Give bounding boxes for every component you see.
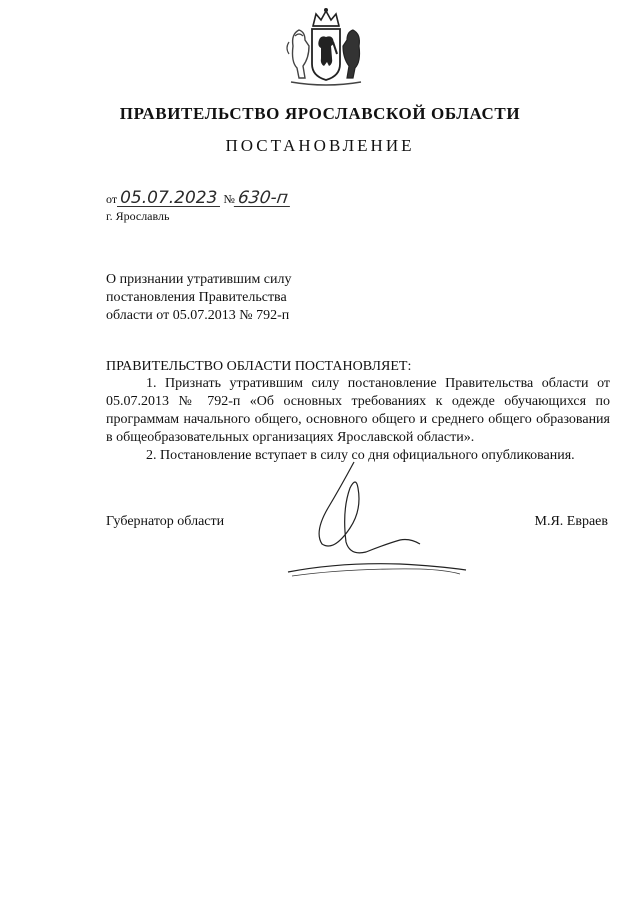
document-body: [106, 375, 610, 465]
document-type: ПОСТАНОВЛЕНИЕ: [225, 136, 415, 155]
paragraph: 2. Постановление вступает в силу со дня официального опубликования.: [146, 448, 575, 463]
paragraph: 1. Признать утратившим силу постановление Правительства области от 05.07.2013 № 792-п «Об основных требованиях к одежде обучающихся по программам начального общего, основного общего и среднего общего образования в общеобразовательных организациях Ярославской области».: [106, 376, 610, 445]
subject-line: области от 05.07.2013 № 792-п: [106, 308, 290, 323]
handwritten-signature-icon: [270, 458, 470, 588]
signatory-position: Губернатор области: [106, 514, 225, 529]
city: г. Ярославль: [106, 209, 170, 223]
signatory-name: М.Я. Евраев: [534, 514, 608, 529]
date-prefix: от: [106, 192, 118, 206]
subject-line: О признании утратившим силу: [106, 272, 292, 287]
document-date: 05.07.2023: [117, 190, 220, 207]
document-subject: [106, 271, 292, 325]
document-number: 630-п: [234, 190, 292, 207]
resolves-heading: ПРАВИТЕЛЬСТВО ОБЛАСТИ ПОСТАНОВЛЯЕТ:: [106, 359, 412, 374]
coat-of-arms-icon: [283, 6, 369, 92]
number-prefix: №: [223, 192, 235, 206]
date-number-line: [106, 190, 291, 207]
government-title: ПРАВИТЕЛЬСТВО ЯРОСЛАВСКОЙ ОБЛАСТИ: [119, 104, 521, 123]
subject-line: постановления Правительства: [106, 290, 287, 305]
